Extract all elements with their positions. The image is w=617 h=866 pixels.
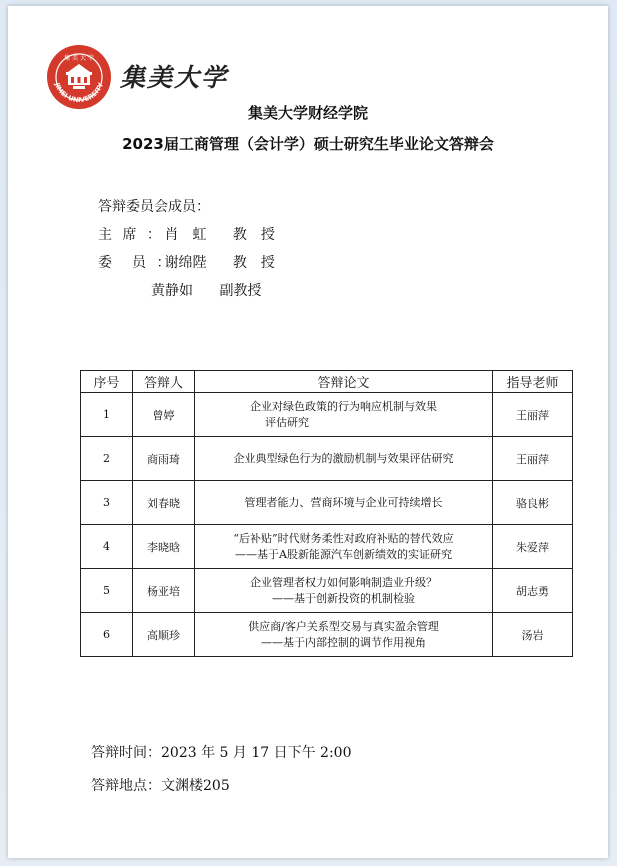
thesis-title-line: “后补贴”时代财务柔性对政府补贴的替代效应	[233, 531, 454, 545]
member-title: 教 授	[232, 255, 275, 271]
college-title: 集美大学财经学院	[247, 104, 368, 122]
student-name: 高顺珍	[133, 613, 195, 657]
table-row	[81, 613, 573, 657]
table-row	[81, 569, 573, 613]
chair-title: 教 授	[232, 227, 275, 243]
university-seal-logo	[46, 44, 112, 110]
time-label: 答辩时间：	[91, 745, 161, 761]
table-header-row	[81, 371, 573, 393]
table-row	[81, 393, 573, 437]
committee-member-row	[98, 252, 275, 272]
place-value: 文渊楼205	[161, 778, 230, 794]
place-label: 答辩地点：	[91, 778, 161, 794]
thesis-title	[195, 393, 493, 437]
document-page	[8, 6, 608, 858]
thesis-title-line: ——基于A股新能源汽车创新绩效的实证研究	[235, 547, 452, 561]
committee-chair-row	[98, 224, 275, 244]
thesis-title	[195, 613, 493, 657]
table-row	[81, 437, 573, 481]
thesis-title	[195, 569, 493, 613]
column-header: 序号	[81, 371, 133, 393]
thesis-title	[195, 525, 493, 569]
svg-text:集 美 大 学: 集 美 大 学	[64, 55, 94, 62]
thesis-title-line: 企业对绿色政策的行为响应机制与效果	[250, 399, 437, 413]
thesis-title-line: 企业典型绿色行为的激励机制与效果评估研究	[233, 451, 454, 465]
defense-time	[91, 742, 352, 762]
event-title: 2023届工商管理（会计学）硕士研究生毕业论文答辩会	[122, 135, 494, 153]
student-name: 杨亚培	[133, 569, 195, 613]
row-number: 6	[81, 613, 133, 657]
student-name: 曾婷	[133, 393, 195, 437]
row-number: 5	[81, 569, 133, 613]
table-row	[81, 481, 573, 525]
thesis-title	[195, 437, 493, 481]
chair-label: 主 席 ：	[98, 227, 164, 243]
advisor-name: 胡志勇	[493, 569, 573, 613]
committee-heading: 答辩委员会成员：	[98, 199, 210, 215]
student-name: 李晓晗	[133, 525, 195, 569]
column-header: 答辩论文	[195, 371, 493, 393]
chair-name: 肖 虹	[164, 227, 207, 243]
thesis-title-line: 供应商/客户关系型交易与真实盈余管理	[248, 619, 439, 633]
member-label: 委 员 ：	[98, 255, 174, 271]
row-number: 4	[81, 525, 133, 569]
column-header: 指导老师	[493, 371, 573, 393]
thesis-title-line: ——基于创新投资的机制检验	[272, 591, 415, 605]
thesis-title-line: ——基于内部控制的调节作用视角	[261, 635, 426, 649]
member-name: 谢绵陛	[164, 255, 207, 271]
advisor-name: 王丽萍	[493, 437, 573, 481]
thesis-title	[195, 481, 493, 525]
defense-place	[91, 775, 230, 795]
time-value: 2023 年 5 月 17 日下午 2:00	[161, 745, 352, 761]
member-name: 黄静如	[151, 283, 193, 299]
committee-member-row	[151, 280, 261, 300]
university-wordmark: 集美大学	[120, 63, 229, 92]
member-title: 副教授	[219, 283, 262, 299]
advisor-name: 王丽萍	[493, 393, 573, 437]
thesis-title-line: 管理者能力、营商环境与企业可持续增长	[244, 495, 443, 509]
row-number: 3	[81, 481, 133, 525]
advisor-name: 朱爱萍	[493, 525, 573, 569]
advisor-name: 汤岩	[493, 613, 573, 657]
thesis-title-line: 企业管理者权力如何影响制造业升级？	[250, 575, 437, 589]
thesis-title-line: 评估研究	[265, 415, 309, 429]
advisor-name: 骆良彬	[493, 481, 573, 525]
row-number: 1	[81, 393, 133, 437]
thesis-table	[80, 370, 573, 657]
row-number: 2	[81, 437, 133, 481]
column-header: 答辩人	[133, 371, 195, 393]
table-row	[81, 525, 573, 569]
student-name: 刘春晓	[133, 481, 195, 525]
student-name: 商雨琦	[133, 437, 195, 481]
svg-text:JIMEI UNIVERSITY: JIMEI UNIVERSITY	[52, 81, 106, 105]
